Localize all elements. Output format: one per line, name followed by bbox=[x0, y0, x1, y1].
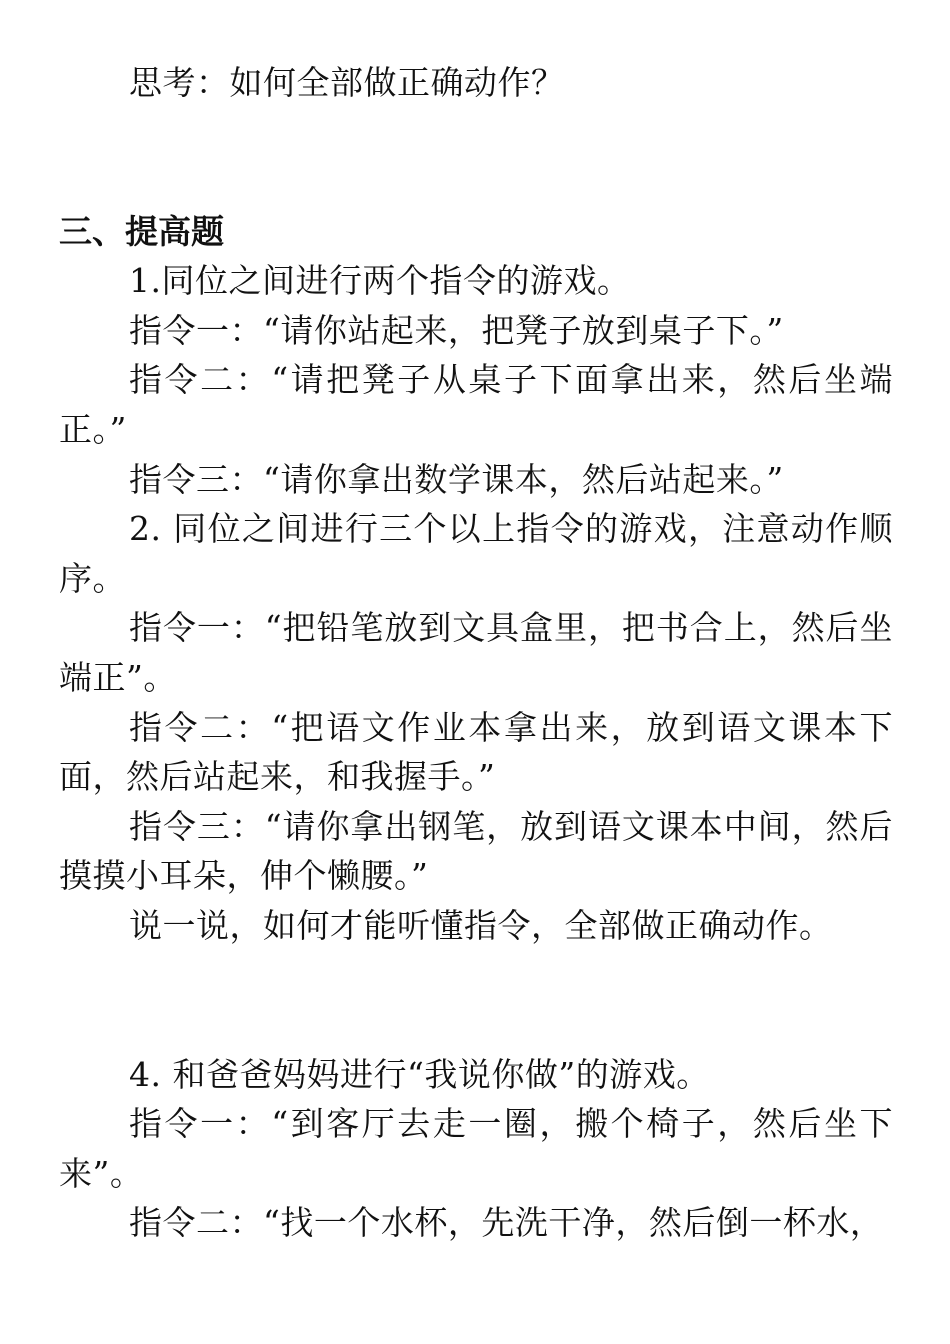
spacer bbox=[59, 951, 893, 1050]
spacer bbox=[59, 108, 893, 207]
q1-instruction-3: 指令三：“请你拿出数学课本，然后站起来。” bbox=[129, 459, 784, 499]
document-page bbox=[59, 58, 893, 1248]
q2-instruction-1: 指令一：“把铅笔放到文具盒里，把书合上，然后坐端正”。 bbox=[59, 608, 893, 697]
section-heading: 三、提高题 bbox=[59, 211, 224, 251]
q4-instruction-1: 指令一：“到客厅去走一圈，搬个椅子，然后坐下来”。 bbox=[59, 1104, 893, 1193]
q4-instruction-2: 指令二：“找一个水杯，先洗干净，然后倒一杯水， bbox=[129, 1203, 884, 1243]
q1-instruction-1: 指令一：“请你站起来，把凳子放到桌子下。” bbox=[129, 310, 784, 350]
q2-discussion: 说一说，如何才能听懂指令，全部做正确动作。 bbox=[129, 905, 833, 945]
q2-instruction-3: 指令三：“请你拿出钢笔，放到语文课本中间，然后摸摸小耳朵，伸个懒腰。” bbox=[59, 806, 893, 896]
think-prompt: 思考：如何全部做正确动作？ bbox=[129, 63, 565, 102]
q1-title: 1.同位之间进行两个指令的游戏。 bbox=[129, 261, 631, 301]
q4-title: 4. 和爸爸妈妈进行“我说你做”的游戏。 bbox=[129, 1054, 710, 1094]
q1-instruction-2: 指令二：“请把凳子从桌子下面拿出来，然后坐端正。” bbox=[59, 360, 893, 449]
q2-instruction-2: 指令二：“把语文作业本拿出来，放到语文课本下面，然后站起来，和我握手。” bbox=[59, 707, 893, 797]
q2-title: 2. 同位之间进行三个以上指令的游戏，注意动作顺序。 bbox=[59, 509, 893, 598]
